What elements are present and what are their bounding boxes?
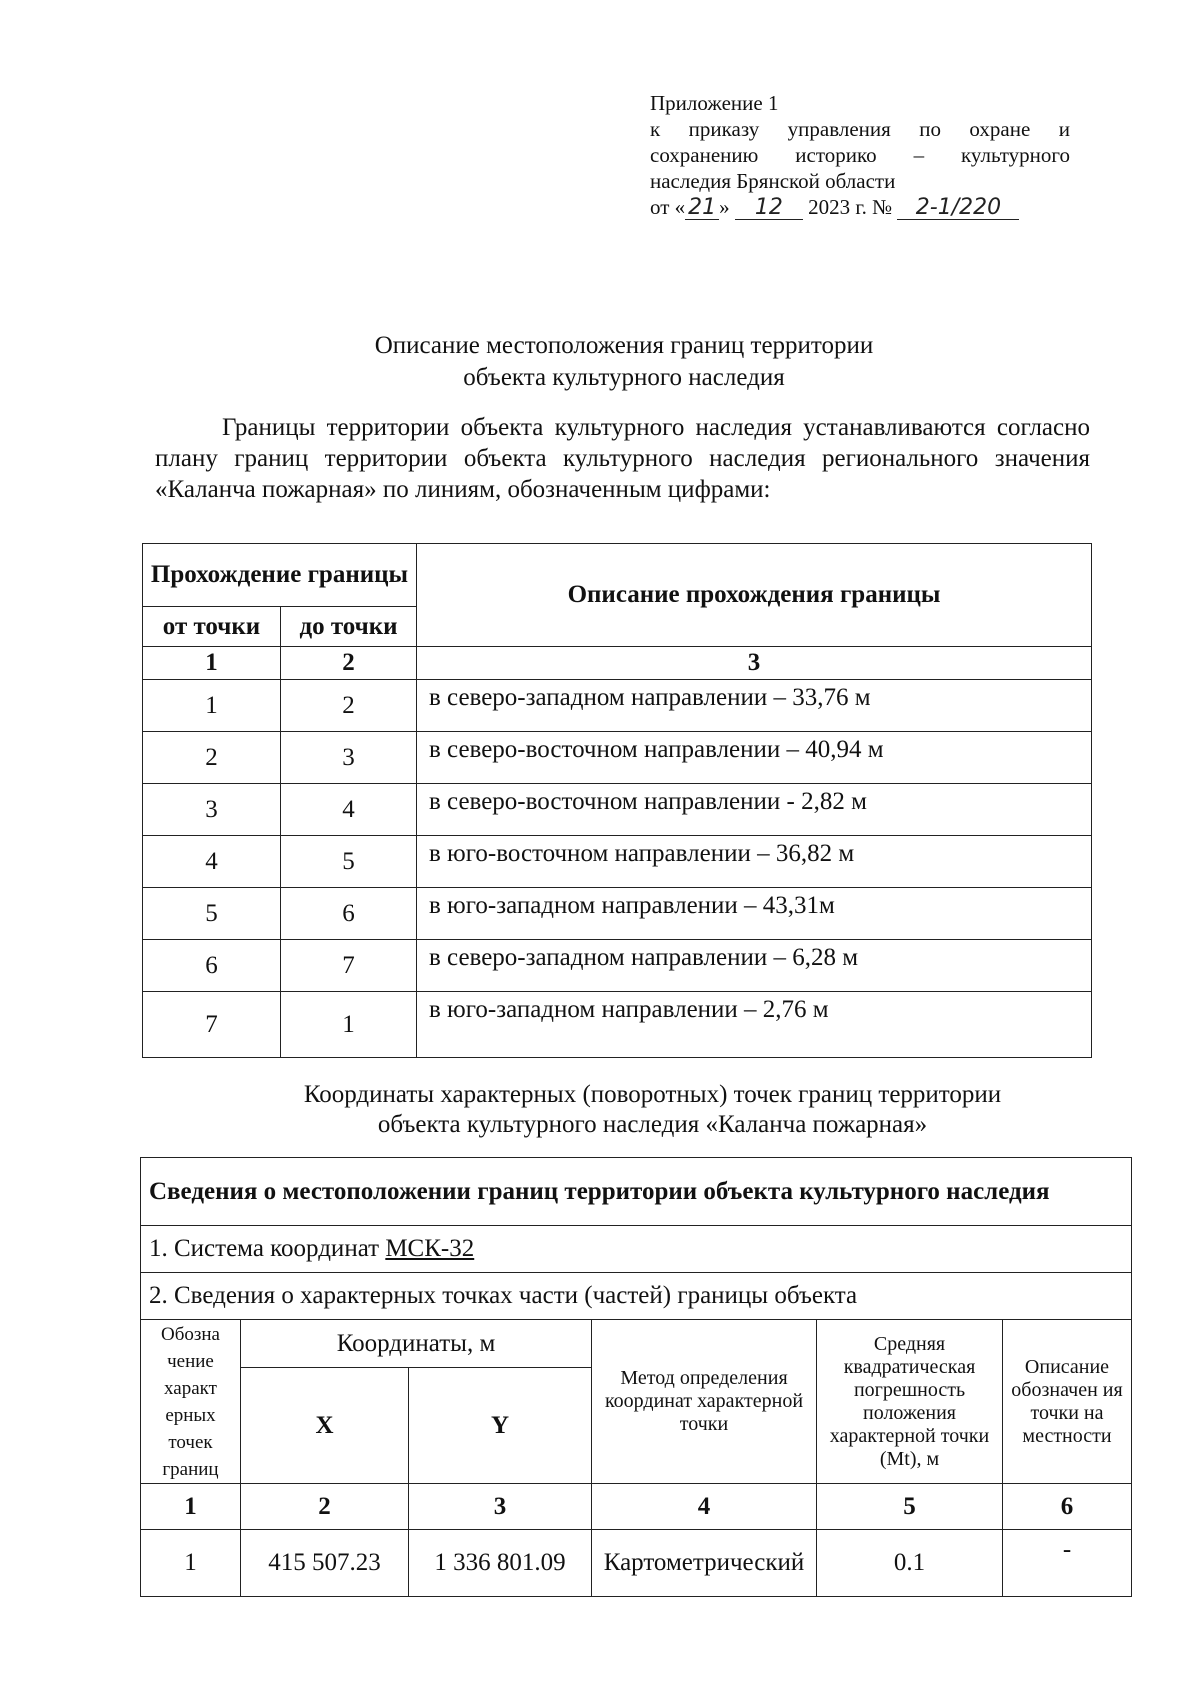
table-row	[143, 680, 1092, 732]
coord-table-heading: Сведения о местоположении границ территории объекта культурного наследия	[141, 1158, 1132, 1226]
header-boundary-passage: Прохождение границы	[143, 544, 417, 607]
section-2-row: 2. Сведения о характерных точках части (частей) границы объекта	[141, 1273, 1132, 1320]
to-cell: 6	[281, 888, 417, 940]
col-number-1: 1	[141, 1484, 241, 1530]
col-number-2: 2	[241, 1484, 409, 1530]
date-prefix: от «	[650, 195, 686, 219]
to-cell: 3	[281, 732, 417, 784]
table-row	[143, 888, 1092, 940]
annex-line-4: наследия Брянской области	[650, 169, 896, 193]
from-cell: 5	[143, 888, 281, 940]
year-text: 2023 г. №	[808, 195, 893, 219]
to-cell: 5	[281, 836, 417, 888]
handwritten-day: 21	[685, 197, 719, 220]
table-row	[143, 836, 1092, 888]
from-cell: 1	[143, 680, 281, 732]
header-x: X	[241, 1368, 409, 1484]
date-mid: »	[719, 195, 730, 219]
header-to-point: до точки	[281, 607, 417, 647]
desc-cell: в северо-восточном направлении – 40,94 м	[417, 732, 1092, 784]
column-number-row	[143, 647, 1092, 680]
header-method: Метод определения координат характерной точки	[592, 1320, 817, 1484]
intro-paragraph: Границы территории объекта культурного наследия устанавливаются согласно плану границ территории объекта культурного наследия регионального значения «Каланча пожарная» по линиям, обозначенным цифрами:	[155, 414, 1090, 503]
point-desc-cell: -	[1003, 1530, 1132, 1597]
point-id-cell: 1	[141, 1530, 241, 1597]
to-cell: 7	[281, 940, 417, 992]
coordinates-subtitle	[0, 1080, 1200, 1140]
desc-cell: в юго-восточном направлении – 36,82 м	[417, 836, 1092, 888]
header-from-point: от точки	[143, 607, 281, 647]
coord-system-name: МСК-32	[385, 1235, 475, 1262]
table-row	[141, 1530, 1132, 1597]
desc-cell: в юго-западном направлении – 2,76 м	[417, 992, 1092, 1058]
subtitle-line-1: Координаты характерных (поворотных) точек границ территории	[303, 1081, 1002, 1108]
header-y: Y	[409, 1368, 592, 1484]
table-row	[143, 940, 1092, 992]
to-cell: 1	[281, 992, 417, 1058]
from-cell: 6	[143, 940, 281, 992]
col-number-5: 5	[817, 1484, 1003, 1530]
coord-system-row	[141, 1226, 1132, 1273]
handwritten-number: 2-1/220	[897, 197, 1019, 220]
desc-cell: в северо-западном направлении – 33,76 м	[417, 680, 1092, 732]
header-coordinates: Координаты, м	[241, 1320, 592, 1368]
col-number-1: 1	[143, 647, 281, 680]
from-cell: 2	[143, 732, 281, 784]
header-point-description: Описание обозначен ия точки на местности	[1003, 1320, 1132, 1484]
table-row	[143, 992, 1092, 1058]
header-boundary-description: Описание прохождения границы	[417, 544, 1092, 647]
table-row	[143, 784, 1092, 836]
annex-block	[650, 90, 1070, 220]
col-number-4: 4	[592, 1484, 817, 1530]
boundary-table	[142, 543, 1092, 1058]
x-cell: 415 507.23	[241, 1530, 409, 1597]
header-designation: Обозна чение характ ерных точек границ	[141, 1320, 241, 1484]
annex-title: Приложение 1	[650, 91, 779, 115]
y-cell: 1 336 801.09	[409, 1530, 592, 1597]
title-line-1: Описание местоположения границ территории	[374, 332, 874, 359]
column-number-row	[141, 1484, 1132, 1530]
subtitle-line-2: объекта культурного наследия «Каланча пожарная»	[377, 1111, 928, 1138]
table-row	[143, 732, 1092, 784]
from-cell: 7	[143, 992, 281, 1058]
annex-date-line	[650, 194, 1070, 220]
to-cell: 4	[281, 784, 417, 836]
desc-cell: в северо-восточном направлении - 2,82 м	[417, 784, 1092, 836]
coordinates-table	[140, 1157, 1132, 1597]
handwritten-month: 12	[735, 197, 803, 220]
annex-line-3: сохранению историко – культурного	[650, 143, 1070, 167]
col-number-6: 6	[1003, 1484, 1132, 1530]
from-cell: 4	[143, 836, 281, 888]
method-cell: Картометрический	[592, 1530, 817, 1597]
from-cell: 3	[143, 784, 281, 836]
col-number-3: 3	[409, 1484, 592, 1530]
header-error: Средняя квадратическая погрешность положения характерной точки (Mt), м	[817, 1320, 1003, 1484]
error-cell: 0.1	[817, 1530, 1003, 1597]
desc-cell: в юго-западном направлении – 43,31м	[417, 888, 1092, 940]
annex-line-2: к приказу управления по охране и	[650, 117, 1070, 141]
title-line-2: объекта культурного наследия	[463, 364, 785, 391]
desc-cell: в северо-западном направлении – 6,28 м	[417, 940, 1092, 992]
document-title	[0, 330, 1200, 394]
coord-system-prefix: 1. Система координат	[149, 1235, 386, 1262]
to-cell: 2	[281, 680, 417, 732]
col-number-2: 2	[281, 647, 417, 680]
col-number-3: 3	[417, 647, 1092, 680]
